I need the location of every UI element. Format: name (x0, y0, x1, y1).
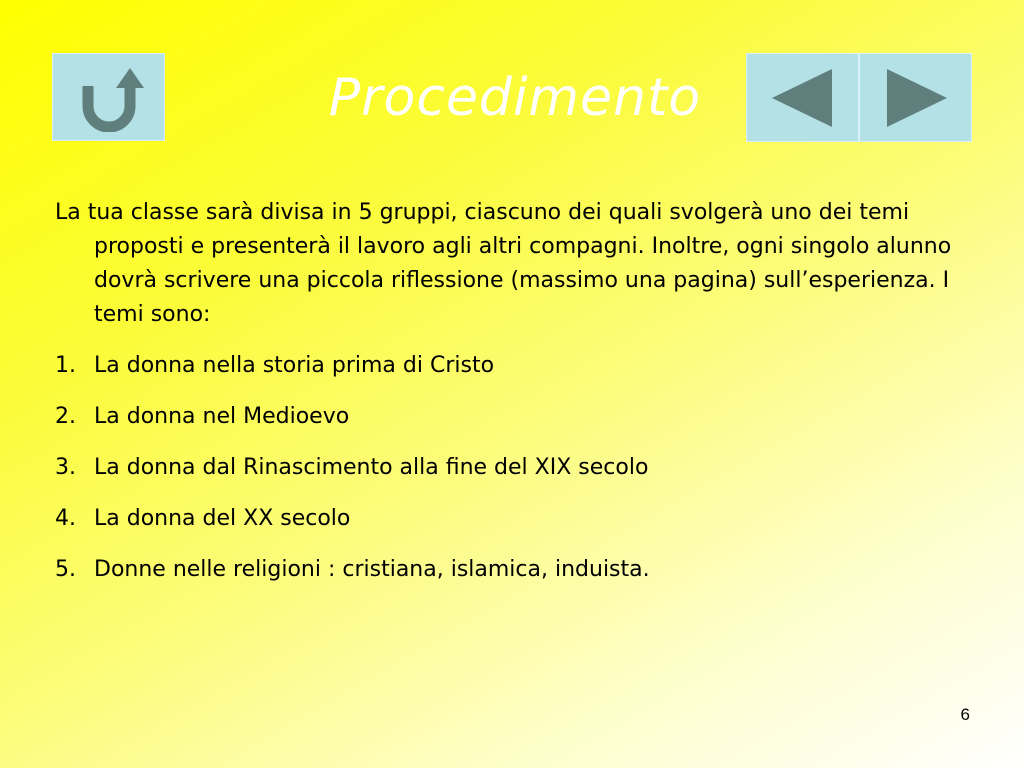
list-number: 4. (55, 505, 76, 531)
list-item-text: La donna nella storia prima di Cristo (94, 352, 495, 378)
page-number: 6 (960, 705, 970, 724)
list-item-text: La donna dal Rinascimento alla fine del XIX secolo (94, 454, 649, 480)
triangle-left-icon (768, 65, 838, 131)
list-item-text: La donna nel Medioevo (94, 403, 350, 429)
list-item (55, 391, 975, 442)
list-item (55, 544, 975, 595)
list-item (55, 493, 975, 544)
intro-paragraph: La tua classe sarà divisa in 5 gruppi, ciascuno dei quali svolgerà uno dei temi proposti e presenterà il lavoro agli altri compagni. Inoltre, ogni singolo alunno dovrà scrivere una piccola riflessione (massimo una pagina) sull’esperienza. I temi sono: (55, 200, 952, 327)
slide-content (55, 196, 975, 595)
next-slide-button[interactable] (859, 53, 972, 142)
previous-slide-button[interactable] (746, 53, 859, 142)
topics-list (55, 340, 975, 595)
page-title: Procedimento (328, 68, 702, 128)
slide-navigation (746, 53, 972, 142)
list-number: 3. (55, 454, 76, 480)
home-button[interactable] (52, 53, 165, 141)
list-item (55, 442, 975, 493)
list-number: 2. (55, 403, 76, 429)
list-number: 5. (55, 556, 76, 582)
list-number: 1. (55, 352, 76, 378)
return-arrow-icon (74, 62, 144, 132)
triangle-right-icon (881, 65, 951, 131)
list-item-text: Donne nelle religioni : cristiana, islamica, induista. (94, 556, 650, 582)
list-item-text: La donna del XX secolo (94, 505, 351, 531)
list-item (55, 340, 975, 391)
